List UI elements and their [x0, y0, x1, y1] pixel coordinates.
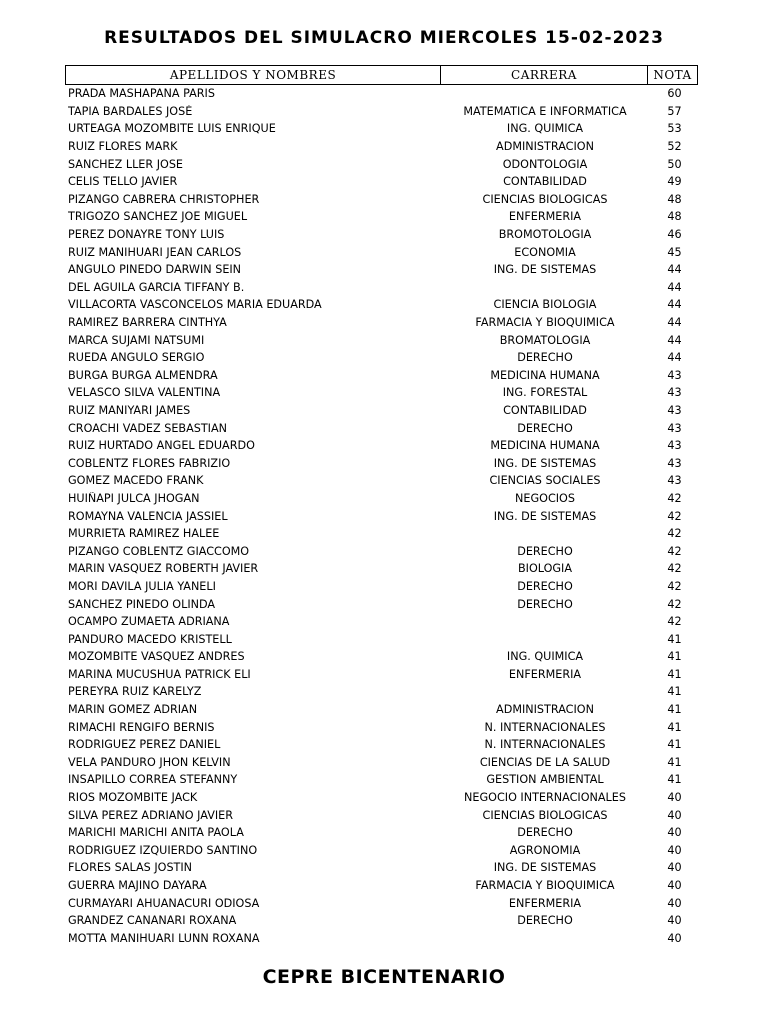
student-name-cell: PEREYRA RUIZ KARELYZ	[68, 685, 202, 699]
table-row	[68, 736, 698, 754]
nota-cell: 42	[667, 509, 682, 523]
student-name-cell: RAMIREZ BARRERA CINTHYA	[68, 316, 227, 330]
career-cell: NEGOCIOS	[515, 491, 575, 505]
career-cell: DERECHO	[517, 826, 573, 840]
page-title: RESULTADOS DEL SIMULACRO MIERCOLES 15-02-2023	[104, 28, 664, 48]
student-name-cell: CROACHI VADEZ SEBASTIAN	[68, 421, 227, 435]
nota-cell: 40	[667, 791, 682, 805]
table-row	[68, 402, 698, 420]
nota-cell: 57	[667, 104, 682, 118]
table-row	[68, 912, 698, 930]
career-cell: ING. QUIMICA	[506, 650, 584, 664]
student-name-cell: MOZOMBITE VASQUEZ ANDRES	[68, 650, 245, 664]
table-row	[68, 103, 698, 121]
nota-cell: 43	[667, 421, 682, 435]
table-row	[68, 261, 698, 279]
table-row	[68, 789, 698, 807]
career-cell: GESTION AMBIENTAL	[486, 773, 604, 787]
nota-cell: 41	[667, 738, 682, 752]
nota-cell: 40	[667, 931, 682, 945]
table-row	[68, 683, 698, 701]
table-row	[68, 208, 698, 226]
nota-cell: 43	[667, 474, 682, 488]
table-row	[68, 877, 698, 895]
table-row	[68, 226, 698, 244]
table-row	[68, 191, 698, 209]
nota-cell: 48	[667, 210, 682, 224]
table-row	[68, 560, 698, 578]
nota-cell: 46	[667, 228, 682, 242]
career-cell: CONTABILIDAD	[503, 403, 587, 417]
table-row	[68, 173, 698, 191]
student-name-cell: MARIN GOMEZ ADRIAN	[68, 703, 198, 717]
table-row	[68, 490, 698, 508]
career-cell: ENFERMERIA	[508, 667, 582, 681]
student-name-cell: HUIÑAPI JULCA JHOGAN	[68, 491, 200, 505]
nota-cell: 42	[667, 562, 682, 576]
student-name-cell: ANGULO PINEDO DARWIN SEIN	[68, 263, 242, 277]
career-cell: FARMACIA Y BIOQUIMICA	[475, 879, 615, 893]
nota-cell: 48	[667, 192, 682, 206]
nota-cell: 44	[667, 333, 682, 347]
nota-cell: 44	[667, 298, 682, 312]
nota-cell: 44	[667, 263, 682, 277]
nota-cell: 41	[667, 773, 682, 787]
career-cell: ING. FORESTAL	[502, 386, 588, 400]
table-row	[68, 243, 698, 261]
table-row	[68, 701, 698, 719]
career-cell: CIENCIAS DE LA SALUD	[479, 755, 611, 769]
student-name-cell: GRANDEZ CANANARI ROXANA	[68, 914, 237, 928]
student-name-cell: RUIZ MANIHUARI JEAN CARLOS	[68, 245, 242, 259]
student-name-cell: PEREZ DONAYRE TONY LUIS	[68, 228, 225, 242]
career-cell: DERECHO	[517, 421, 573, 435]
career-cell: ING. DE SISTEMAS	[493, 509, 597, 523]
career-cell: CIENCIA BIOLOGIA	[493, 298, 597, 312]
career-cell: AGRONOMIA	[509, 843, 581, 857]
nota-cell: 43	[667, 439, 682, 453]
nota-cell: 42	[667, 597, 682, 611]
student-name-cell: CELIS TELLO JAVIER	[68, 175, 178, 189]
student-name-cell: OCAMPO ZUMAETA ADRIANA	[68, 615, 230, 629]
nota-cell: 43	[667, 386, 682, 400]
nota-cell: 44	[667, 351, 682, 365]
student-name-cell: SANCHEZ LLER JOSE	[68, 157, 183, 171]
career-cell: BIOLOGIA	[517, 562, 573, 576]
table-row	[68, 367, 698, 385]
table-row	[68, 542, 698, 560]
table-row	[68, 525, 698, 543]
table-row	[68, 842, 698, 860]
nota-cell: 50	[667, 157, 682, 171]
nota-cell: 41	[667, 650, 682, 664]
nota-cell: 43	[667, 368, 682, 382]
results-table-body	[68, 85, 698, 947]
student-name-cell: DEL AGUILA GARCIA TIFFANY B.	[68, 280, 245, 294]
student-name-cell: MURRIETA RAMIREZ HALEE	[68, 527, 220, 541]
table-row	[68, 85, 698, 103]
table-row	[68, 771, 698, 789]
table-row	[68, 138, 698, 156]
table-row	[68, 384, 698, 402]
table-row	[68, 507, 698, 525]
nota-cell: 45	[667, 245, 682, 259]
student-name-cell: GOMEZ MACEDO FRANK	[68, 474, 204, 488]
student-name-cell: INSAPILLO CORREA STEFANNY	[68, 773, 238, 787]
student-name-cell: MARCA SUJAMI NATSUMI	[68, 333, 205, 347]
career-cell: ING. DE SISTEMAS	[493, 263, 597, 277]
table-row	[68, 930, 698, 948]
career-cell: ODONTOLOGIA	[502, 157, 588, 171]
nota-cell: 43	[667, 403, 682, 417]
career-cell: ADMINISTRACION	[496, 140, 594, 154]
career-cell: NEGOCIO INTERNACIONALES	[464, 791, 626, 805]
table-row	[68, 613, 698, 631]
table-row	[68, 666, 698, 684]
student-name-cell: FLORES SALAS JOSTIN	[68, 861, 193, 875]
table-row	[68, 894, 698, 912]
career-cell: CIENCIAS SOCIALES	[489, 474, 601, 488]
table-row	[68, 718, 698, 736]
career-cell: ECONOMIA	[514, 245, 576, 259]
column-header-name: APELLIDOS Y NOMBRES	[66, 66, 441, 84]
career-cell: N. INTERNACIONALES	[484, 720, 606, 734]
student-name-cell: GUERRA MAJINO DAYARA	[68, 879, 207, 893]
student-name-cell: SANCHEZ PINEDO OLINDA	[68, 597, 216, 611]
nota-cell: 42	[667, 544, 682, 558]
student-name-cell: URTEAGA MOZOMBITE LUIS ENRIQUE	[68, 122, 276, 136]
table-row	[68, 648, 698, 666]
student-name-cell: RUIZ MANIYARI JAMES	[68, 403, 191, 417]
nota-cell: 41	[667, 703, 682, 717]
student-name-cell: BURGA BURGA ALMENDRA	[68, 368, 218, 382]
career-cell: ENFERMERIA	[508, 896, 582, 910]
career-cell: DERECHO	[517, 597, 573, 611]
student-name-cell: VELASCO SILVA VALENTINA	[68, 386, 221, 400]
student-name-cell: RUIZ HURTADO ANGEL EDUARDO	[68, 439, 255, 453]
nota-cell: 41	[667, 632, 682, 646]
nota-cell: 41	[667, 685, 682, 699]
student-name-cell: MOTTA MANIHUARI LUNN ROXANA	[68, 931, 260, 945]
table-row	[68, 595, 698, 613]
student-name-cell: CURMAYARI AHUANACURI ODIOSA	[68, 896, 260, 910]
student-name-cell: RIMACHI RENGIFO BERNIS	[68, 720, 215, 734]
student-name-cell: MARIN VASQUEZ ROBERTH JAVIER	[68, 562, 259, 576]
nota-cell: 40	[667, 843, 682, 857]
table-row	[68, 472, 698, 490]
student-name-cell: RODRIGUEZ PEREZ DANIEL	[68, 738, 221, 752]
column-header-career: CARRERA	[441, 66, 648, 84]
table-row	[68, 578, 698, 596]
career-cell: DERECHO	[517, 544, 573, 558]
nota-cell: 44	[667, 316, 682, 330]
table-row	[68, 437, 698, 455]
nota-cell: 40	[667, 914, 682, 928]
table-row	[68, 314, 698, 332]
student-name-cell: MARINA MUCUSHUA PATRICK ELI	[68, 667, 251, 681]
student-name-cell: PIZANGO COBLENTZ GIACCOMO	[68, 544, 250, 558]
career-cell: ING. DE SISTEMAS	[493, 861, 597, 875]
career-cell: CIENCIAS BIOLOGICAS	[482, 192, 608, 206]
career-cell: ENFERMERIA	[508, 210, 582, 224]
nota-cell: 42	[667, 579, 682, 593]
table-row	[68, 824, 698, 842]
career-cell: BROMOTOLOGIA	[498, 228, 592, 242]
career-cell: MEDICINA HUMANA	[490, 368, 600, 382]
career-cell: FARMACIA Y BIOQUIMICA	[475, 316, 615, 330]
student-name-cell: PRADA MASHAPANA PARIS	[68, 87, 215, 101]
career-cell: DERECHO	[517, 351, 573, 365]
table-row	[68, 120, 698, 138]
table-header	[65, 65, 698, 85]
table-row	[68, 806, 698, 824]
student-name-cell: TAPIA BARDALES JOSÈ	[68, 104, 193, 118]
career-cell: ING. DE SISTEMAS	[493, 456, 597, 470]
career-cell: CIENCIAS BIOLOGICAS	[482, 808, 608, 822]
student-name-cell: PANDURO MACEDO KRISTELL	[68, 632, 232, 646]
student-name-cell: RODRIGUEZ IZQUIERDO SANTINO	[68, 843, 258, 857]
career-cell: N. INTERNACIONALES	[484, 738, 606, 752]
nota-cell: 42	[667, 491, 682, 505]
column-header-nota: NOTA	[653, 68, 692, 82]
student-name-cell: MARICHI MARICHI ANITA PAOLA	[68, 826, 244, 840]
career-cell: BROMATOLOGIA	[499, 333, 591, 347]
table-row	[68, 419, 698, 437]
table-row	[68, 630, 698, 648]
student-name-cell: COBLENTZ FLORES FABRIZIO	[68, 456, 231, 470]
nota-cell: 53	[667, 122, 682, 136]
student-name-cell: RIOS MOZOMBITE JACK	[68, 791, 198, 805]
table-row	[68, 296, 698, 314]
nota-cell: 44	[667, 280, 682, 294]
footer-title: CEPRE BICENTENARIO	[262, 966, 506, 988]
table-row	[68, 859, 698, 877]
table-row	[68, 349, 698, 367]
student-name-cell: MORI DAVILA JULIA YANELI	[68, 579, 216, 593]
student-name-cell: SILVA PEREZ ADRIANO JAVIER	[68, 808, 233, 822]
table-row	[68, 331, 698, 349]
table-row	[68, 155, 698, 173]
table-row	[68, 454, 698, 472]
nota-cell: 41	[667, 755, 682, 769]
career-cell: ADMINISTRACION	[496, 703, 594, 717]
nota-cell: 52	[667, 140, 682, 154]
table-row	[68, 279, 698, 297]
student-name-cell: ROMAYNA VALENCIA JASSIEL	[68, 509, 228, 523]
nota-cell: 40	[667, 896, 682, 910]
nota-cell: 49	[667, 175, 682, 189]
student-name-cell: VILLACORTA VASCONCELOS MARIA EDUARDA	[68, 298, 322, 312]
nota-cell: 42	[667, 527, 682, 541]
nota-cell: 40	[667, 861, 682, 875]
career-cell: DERECHO	[517, 914, 573, 928]
nota-cell: 41	[667, 667, 682, 681]
career-cell: CONTABILIDAD	[503, 175, 587, 189]
nota-cell: 43	[667, 456, 682, 470]
nota-cell: 40	[667, 826, 682, 840]
student-name-cell: RUEDA ANGULO SERGIO	[68, 351, 205, 365]
table-row	[68, 754, 698, 772]
nota-cell: 41	[667, 720, 682, 734]
career-cell: MEDICINA HUMANA	[490, 439, 600, 453]
student-name-cell: PIZANGO CABRERA CHRISTOPHER	[68, 192, 260, 206]
student-name-cell: VELA PANDURO JHON KELVIN	[68, 755, 231, 769]
nota-cell: 40	[667, 808, 682, 822]
nota-cell: 42	[667, 615, 682, 629]
career-cell: MATEMATICA E INFORMATICA	[463, 104, 627, 118]
career-cell: DERECHO	[517, 579, 573, 593]
career-cell: ING. QUIMICA	[506, 122, 584, 136]
student-name-cell: RUIZ FLORES MARK	[68, 140, 178, 154]
nota-cell: 40	[667, 879, 682, 893]
nota-cell: 60	[667, 87, 682, 101]
student-name-cell: TRIGOZO SANCHEZ JOE MIGUEL	[68, 210, 248, 224]
